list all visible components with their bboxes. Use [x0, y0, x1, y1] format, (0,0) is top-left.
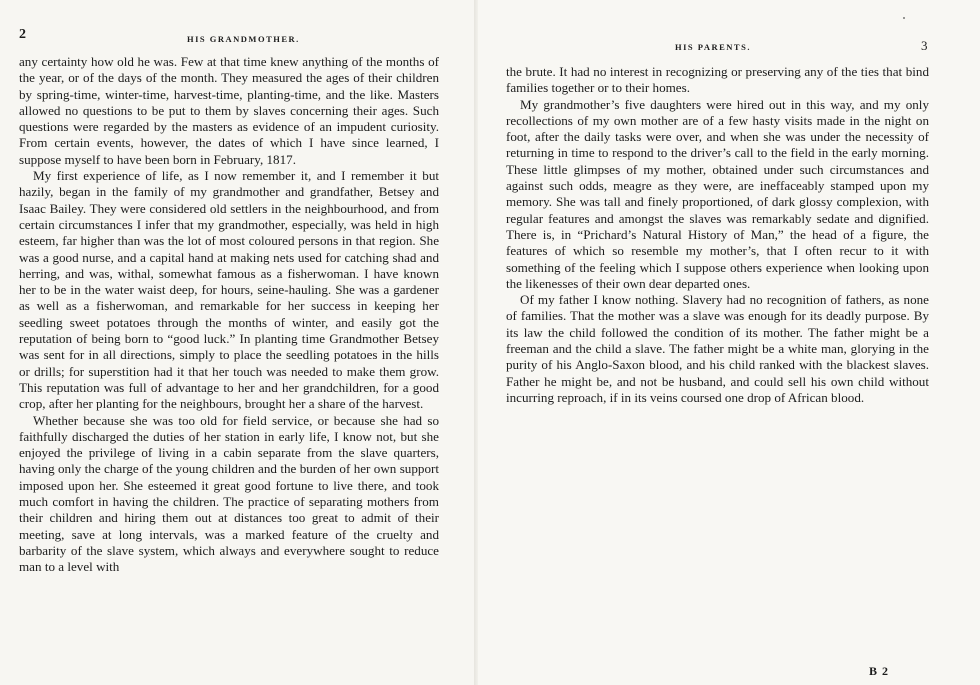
paragraph: My first experience of life, as I now remember it, and I remember it but hazily, began in the family of my grandmother and grandfather, Betsey and Isaac Bailey. They were considered old settlers in the neighbourhood, and from certain circumstances I infer that my grandmother, especially, was held in high esteem, far higher than was the lot of most coloured persons in that region. She was a good nurse, and a capital hand at making nets used for catching shad and herring, and was, withal, somewhat famous as a fisherwoman. I have known her to be in the water waist deep, for hours, seine-hauling. She was a gardener as well as a fisherwoman, and remarkable for her success in keeping her seedling sweet potatoes through the months of winter, and easily got the reputation of being born to “good luck.” In planting time Grandmother Betsey was sent for in all directions, simply to place the seedling potatoes in the hills or drills; for superstition had it that her touch was needed to make them grow. This reputation was full of advantage to her and her grandchildren, for a good crop, after her planting for the neighbours, brought her a share of the harvest.: [19, 168, 439, 412]
left-page: [0, 0, 478, 685]
right-page-body: [506, 64, 929, 406]
page-number-right: 3: [921, 38, 928, 53]
paper-speck: [903, 17, 905, 19]
paragraph: the brute. It had no interest in recognizing or preserving any of the ties that bind families together or to their homes.: [506, 64, 929, 96]
paragraph: any certainty how old he was. Few at that time knew anything of the months of the year, or of the days of the month. They measured the ages of their children by spring-time, winter-time, harvest-time, planting-time, and the like. Masters allowed no questions to be put to them by slaves concerning their ages. Such questions were regarded by the masters as evidence of an impudent curiosity. From certain events, however, the dates of which I have since learned, I suppose myself to have been born in February, 1817.: [19, 54, 439, 167]
paragraph: Of my father I know nothing. Slavery had no recognition of fathers, as none of families. That the mother was a slave was enough for its deadly purpose. By its law the child followed the condition of its mother. The father might be a freeman and the child a slave. The father might be a white man, glorying in the purity of his Anglo-Saxon blood, and his child ranked with the blackest slaves. Father he might be, and not be husband, and could sell his own child without incurring reproach, if in its veins coursed one drop of African blood.: [506, 292, 929, 405]
signature-mark: B 2: [869, 664, 890, 678]
running-head-left: HIS GRANDMOTHER.: [187, 34, 300, 44]
running-head-right: HIS PARENTS.: [675, 42, 751, 52]
paragraph: Whether because she was too old for field service, or because she had so faithfully discharged the duties of her station in early life, I know not, but she enjoyed the privilege of living in a cabin separate from the slave quarters, having only the charge of the young children and the burden of her own support imposed upon her. She esteemed it great good fortune to live there, and took much comfort in having the children. The practice of separating mothers from their children and hiring them out at distances too great to admit of their meeting, save at long intervals, was a marked feature of the cruelty and barbarity of the slave system, which always and everywhere sought to reduce man to a level with: [19, 412, 439, 575]
right-page: [478, 0, 980, 685]
left-page-body: [19, 54, 439, 576]
page-number-left: 2: [19, 27, 26, 42]
paragraph: My grandmother’s five daughters were hired out in this way, and my only recollections of my own mother are of a few hasty visits made in the night on foot, after the daily tasks were over, and when she was under the necessity of returning in time to respond to the driver’s call to the field in the early morning. These little glimpses of my mother, obtained under such circumstances and against such odds, meagre as they were, are ineffaceably stamped upon my memory. She was tall and finely proportioned, of dark glossy complexion, with regular features and amongst the slaves was remarkably sedate and dignified. There is, in “Prichard’s Natural History of Man,” the head of a figure, the features of which so resemble my mother’s, that I often recur to it with something of the feeling which I suppose others experience when looking upon the likenesses of their own dear departed ones.: [506, 96, 929, 291]
